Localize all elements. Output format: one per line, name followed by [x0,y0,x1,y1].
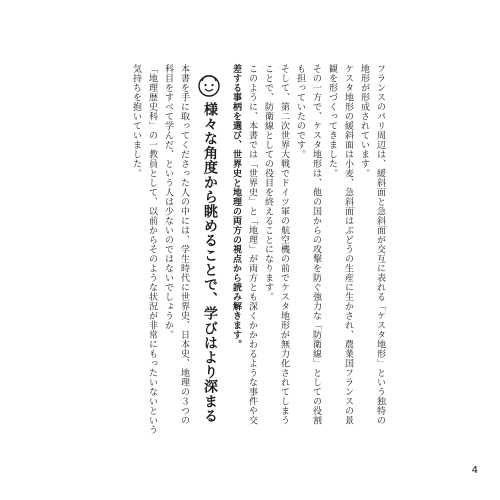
text-line: そして、第二次世界大戦でドイツ軍の航空機の前でケスタ地形が無力化されてしまう [279,64,289,425]
text-line: ケスタ地形の緩斜面は小麦、急斜面はぶどうの生産に生かされ、農業国フランスの景 [343,64,353,425]
page-number: 4 [471,465,478,476]
text-line-emphasis: 差する事柄を選び、世界史と地理の両方の視点から読み解きます。 [231,64,241,349]
text-line: 「地理歴史科」の一教員として、以前からそのような状況が非常にもったいないという [147,64,157,435]
text-line: 本書を手に取ってくださった人の中には、学生時代に世界史、日本史、地理の３つの [179,64,189,425]
text-line: その一方で、ケスタ地形は、他の国からの攻撃を防ぐ強力な「防衛線」としての役割 [311,64,321,425]
text-line: も担っていたのです。 [295,64,305,159]
text-line: 観を形づくってきました。 [327,64,337,178]
text-line: このように、本書では「世界史」と「地理」が両方とも深くかかわるような事件や交 [247,64,257,425]
text-line: フランスのパリ周辺は、緩斜面と急斜面が交互に表れる「ケスタ地形」という独特の [375,64,385,425]
section-heading: 様々な角度から眺めることで、学びはより深まる [202,102,218,424]
smiling-face-icon [196,72,222,98]
text-line: ことで、防衛線としての役目を終えることになります。 [263,64,273,302]
text-line: 科目をすべて学んだ、という人は少ないのではないでしょうか。 [163,64,173,340]
text-line: 気持ちを抱いていました。 [131,64,141,178]
text-line: 地形が形成されています。 [359,64,369,178]
